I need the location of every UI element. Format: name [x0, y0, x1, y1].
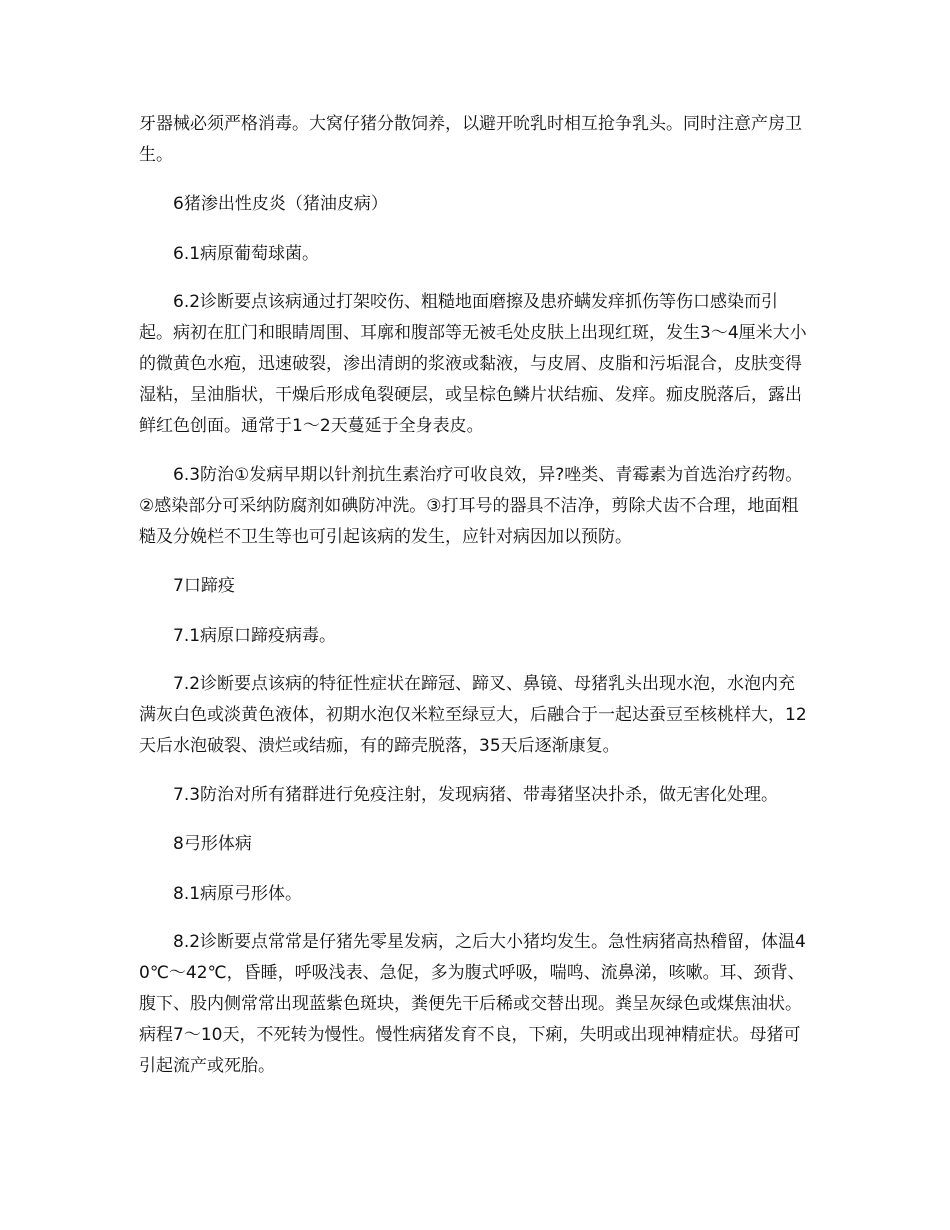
subsection-6-2: 6.2诊断要点该病通过打架咬伤、粗糙地面磨擦及患疥螨发痒抓伤等伤口感染而引起。病初在肛门和眼睛周围、耳廓和腹部等无被毛处皮肤上出现红斑，发生3～4厘米大小的微黄色水疱，迅速破裂，渗出清朗的浆液或黏液，与皮屑、皮脂和污垢混合，皮肤变得湿粘，呈油脂状，干燥后形成龟裂硬层，或呈棕色鳞片状结痂、发痒。痂皮脱落后，露出鲜红色创面。通常于1～2天蔓延于全身表皮。	[139, 292, 807, 436]
subsection-8-2: 8.2诊断要点常常是仔猪先零星发病，之后大小猪均发生。急性病猪高热稽留，体温40℃～42℃，昏睡，呼吸浅表、急促，多为腹式呼吸，喘鸣、流鼻涕，咳嗽。耳、颈背、腹下、股内侧常常出现蓝紫色斑块，粪便先干后稀或交替出现。粪呈灰绿色或煤焦油状。病程7～10天，不死转为慢性。慢性病猪发育不良，下痢，失明或出现神精症状。母猪可引起流产或死胎。	[139, 932, 806, 1076]
subsection-6-3: 6.3防治①发病早期以针剂抗生素治疗可收良效，异?唑类、青霉素为首选治疗药物。②感染部分可采纳防腐剂如碘防冲洗。③打耳号的器具不洁净，剪除犬齿不合理，地面粗糙及分娩栏不卫生等也可引起该病的发生，应针对病因加以预防。	[139, 465, 803, 547]
section-heading-6: 6猪渗出性皮炎（猪油皮病）	[173, 194, 388, 214]
section-heading-7: 7口蹄疫	[173, 576, 235, 596]
subsection-7-2: 7.2诊断要点该病的特征性症状在蹄冠、蹄叉、鼻镜、母猪乳头出现水泡，水泡内充满灰白色或淡黄色液体，初期水泡仅米粒至绿豆大，后融合于一起达蚕豆至核桃样大，12天后水泡破裂、溃烂或结痂，有的蹄壳脱落，35天后逐渐康复。	[139, 674, 807, 756]
document-body	[139, 109, 811, 1100]
subsection-7-1: 7.1病原口蹄疫病毒。	[173, 626, 337, 646]
subsection-7-3: 7.3防治对所有猪群进行免疫注射，发现病猪、带毒猪坚决扑杀，做无害化处理。	[173, 785, 779, 805]
subsection-6-1: 6.1病原葡萄球菌。	[173, 244, 320, 264]
subsection-8-1: 8.1病原弓形体。	[173, 884, 303, 904]
section-heading-8: 8弓形体病	[173, 834, 252, 854]
paragraph-continuation: 牙器械必须严格消毒。大窝仔猪分散饲养，以避开吮乳时相互抢争乳头。同时注意产房卫生。	[139, 114, 802, 165]
